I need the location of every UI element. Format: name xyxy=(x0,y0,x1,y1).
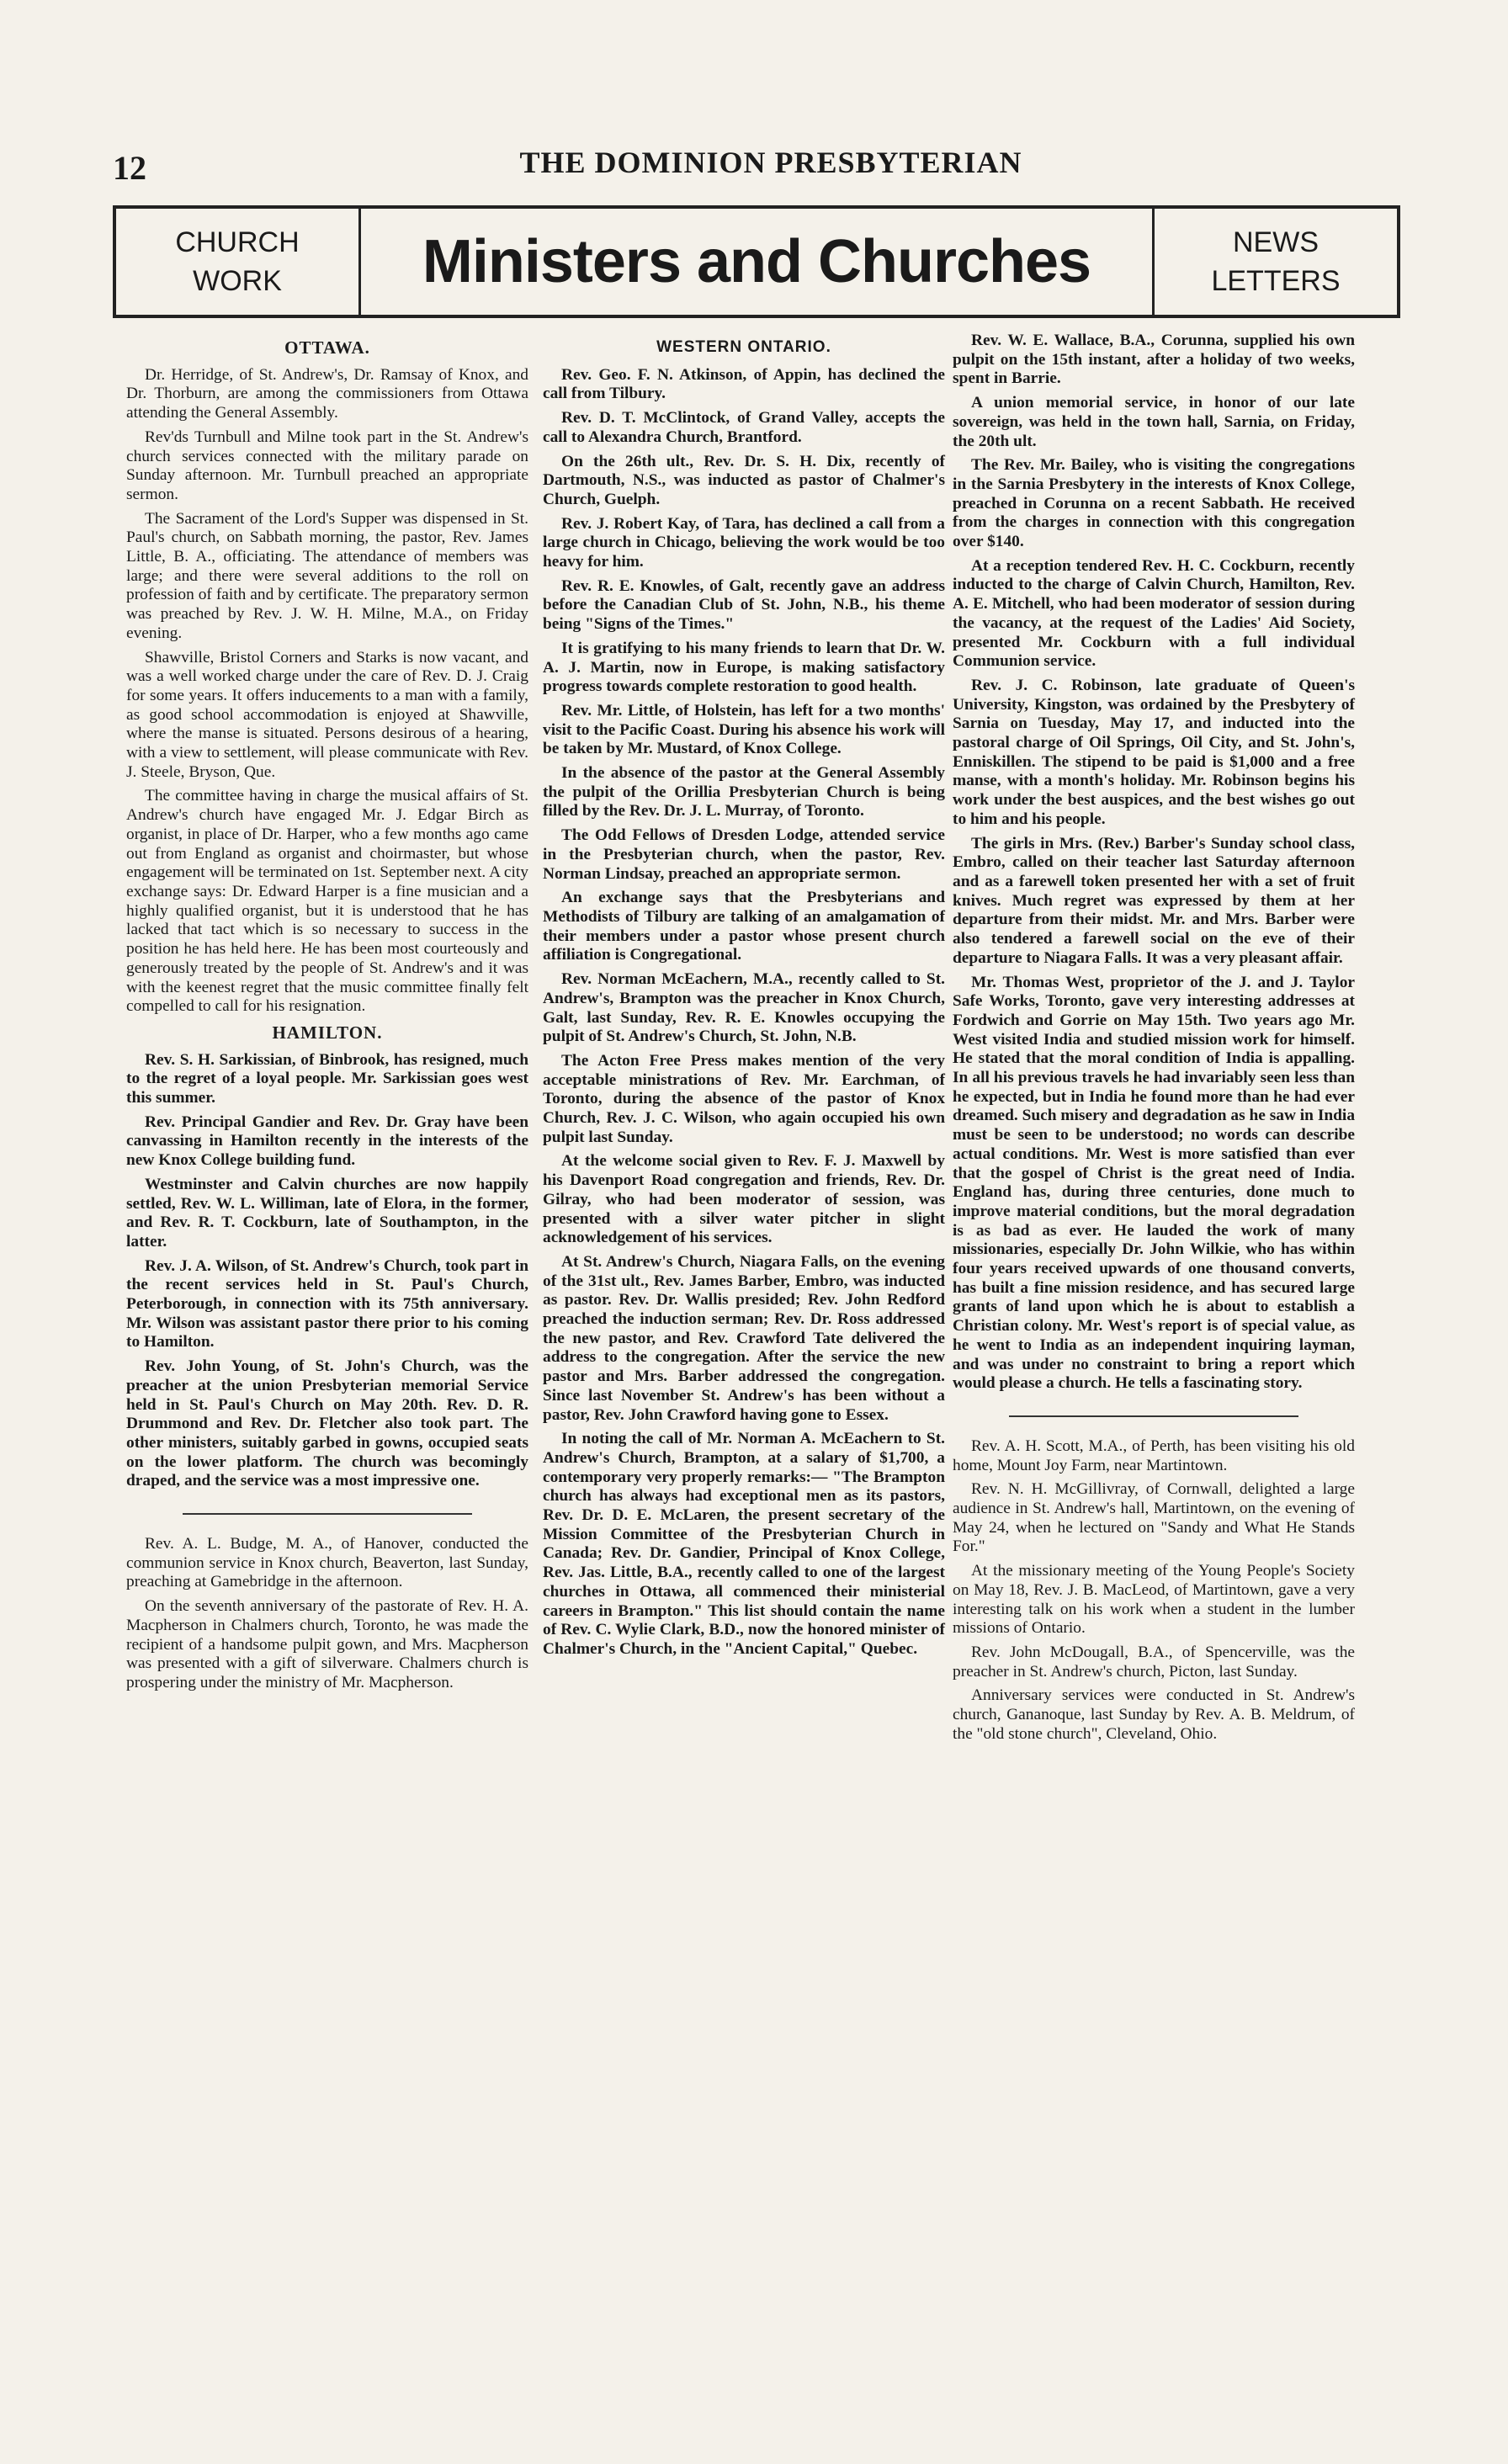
news-paragraph: The Rev. Mr. Bailey, who is visiting the congregations in the Sarnia Presbytery in the interests of Knox College, preached in Corunna on a recent Sabbath. He received from the charges in connection with this congregation over $140. xyxy=(953,456,1355,551)
news-paragraph: Rev. J. Robert Kay, of Tara, has declined a call from a large church in Chicago, believing the work would be too heavy for him. xyxy=(543,514,945,571)
western-ontario-news xyxy=(543,366,945,1659)
news-paragraph: Rev'ds Turnbull and Milne took part in the St. Andrew's church services connected with the military parade on Sunday afternoon. Mr. Turnbull preached an appropriate sermon. xyxy=(126,427,528,503)
masthead: THE DOMINION PRESBYTERIAN xyxy=(519,146,1022,179)
page-number: 12 xyxy=(113,149,146,187)
ottawa-heading: OTTAWA. xyxy=(284,337,370,358)
news-paragraph: Rev. Geo. F. N. Atkinson, of Appin, has declined the call from Tilbury. xyxy=(543,365,945,403)
news-paragraph: Mr. Thomas West, proprietor of the J. and J. Taylor Safe Works, Toronto, gave very interesting addresses at Fordwich and Gorrie on May 15th. Two years ago Mr. West visited India and studied mission work for himself. He stated that the moral condition of India is appalling. In all his previous travels he had invariably seen less than he expected, but in India he found more than he had ever dreamed. Such misery and degradation as he saw in India must be seen to be understood; no words can describe actual conditions. Mr. West is more satisfied than ever that the gospel of Christ is the great need of India. England has, during three centuries, done much to improve material conditions, but the moral degradation is as bad as ever. He lauded the work of many missionaries, especially Dr. John Wilkie, who has within four years received upwards of one thousand converts, has built a fine mission residence, and has secured large grants of land upon which he is about to establish a Christian colony. Mr. West's report is of special value, as he went to India as an independent inquiring layman, and was under no constraint to bring a report which would please a church. He tells a fascinating story. xyxy=(953,973,1356,1393)
hamilton-news xyxy=(126,1051,528,1491)
news-paragraph: Shawville, Bristol Corners and Starks is now vacant, and was a well worked charge under the care of Rev. D. J. Craig for some years. It offers inducements to a man with a family, as good school accommodation is enjoyed at Shawville, where the manse is situated. Persons desirous of a hearing, with a view to settlement, will please communicate with Rev. J. Steele, Bryson, Que. xyxy=(126,648,528,781)
column-divider-rule xyxy=(183,1513,472,1515)
news-paragraph: At St. Andrew's Church, Niagara Falls, on the evening of the 31st ult., Rev. James Barber, Embro, was inducted as pastor. Rev. Dr. Wallis presided; Rev. John Redford preached the induction serman; Rev. Dr. Ross addressed the new pastor, and Rev. Crawford Tate delivered the address to the congregation. After the service the new pastor and Mrs. Barber addressed the congregation. Since last November St. Andrew's has been without a pastor, Rev. John Crawford having gone to Essex. xyxy=(543,1252,945,1424)
news-paragraph: Rev. Norman McEachern, M.A., recently called to St. Andrew's, Brampton was the preacher in Knox Church, Galt, last Sunday, Rev. R. E. Knowles occupying the pulpit of St. Andrew's Church, St. John, N.B. xyxy=(543,970,945,1046)
news-letters-box xyxy=(1152,209,1397,315)
news-paragraph: Rev. A. L. Budge, M. A., of Hanover, conducted the communion service in Knox church, Beaverton, last Sunday, preaching at Gamebridge in the afternoon. xyxy=(126,1535,528,1591)
news-paragraph: Dr. Herridge, of St. Andrew's, Dr. Ramsay of Knox, and Dr. Thorburn, are among the commissioners from Ottawa attending the General Assembly. xyxy=(126,365,528,422)
news-paragraph: Rev. Principal Gandier and Rev. Dr. Gray have been canvassing in Hamilton recently in the interests of the new Knox College building fund. xyxy=(126,1113,528,1170)
news-paragraph: Rev. S. H. Sarkissian, of Binbrook, has resigned, much to the regret of a loyal people. Mr. Sarkissian goes west this summer. xyxy=(126,1050,528,1107)
left-box-line-1: CHURCH xyxy=(175,226,300,258)
news-paragraph: In noting the call of Mr. Norman A. McEachern to St. Andrew's Church, Brampton, at a salary of $1,700, a contemporary very properly remarks:— "The Brampton church has always had exceptional men as its pastors, Rev. Dr. D. E. McLaren, the present secretary of the Mission Committee of the Presbyterian Church in Canada; Rev. Dr. Gandier, Principal of Knox College, Rev. Jas. Little, B.A., recently called to one of the largest churches in Ottawa, all commenced their ministerial careers in Brampton." This list should contain the name of Rev. C. Wylie Clark, B.D., now the honored minister of Chalmer's Church, in the "Ancient Capital," Quebec. xyxy=(543,1430,945,1658)
news-paragraph: Rev. A. H. Scott, M.A., of Perth, has been visiting his old home, Mount Joy Farm, near Martintown. xyxy=(953,1436,1355,1474)
news-paragraph: Westminster and Calvin churches are now happily settled, Rev. W. L. Williman, late of Elora, in the former, and Rev. R. T. Cockburn, late of Southampton, in the latter. xyxy=(126,1175,528,1251)
western-ontario-heading: WESTERN ONTARIO. xyxy=(656,338,831,356)
left-box-line-2: WORK xyxy=(193,265,282,297)
ottawa-news xyxy=(126,366,528,1017)
news-paragraph: At the missionary meeting of the Young People's Society on May 18, Rev. J. B. MacLeod, of Martintown, gave a very interesting talk on his work when a student in the lumber missions of Ontario. xyxy=(953,1562,1355,1638)
news-paragraph: Rev. J. A. Wilson, of St. Andrew's Church, took part in the recent services held in St. Paul's Church, Peterborough, in connection with its 75th anniversary. Mr. Wilson was assistant pastor there prior to his coming to Hamilton. xyxy=(126,1256,528,1351)
column-3-news xyxy=(953,332,1355,1394)
column-divider-rule xyxy=(1009,1415,1298,1417)
news-paragraph: Rev. R. E. Knowles, of Galt, recently gave an address before the Canadian Club of St. John, N.B., his theme being "Signs of the Times." xyxy=(543,576,945,634)
news-paragraph: Rev. John Young, of St. John's Church, was the preacher at the union Presbyterian memorial Service held in St. Paul's Church on May 20th. Rev. D. R. Drummond and Rev. Dr. Fletcher also took part. The other ministers, suitably garbed in gowns, occupied seats on the lower platform. The church was becomingly draped, and the service was a most impressive one. xyxy=(126,1357,528,1490)
section-banner xyxy=(113,205,1400,318)
news-paragraph: In the absence of the pastor at the General Assembly the pulpit of the Orillia Presbyterian Church is being filled by the Rev. Dr. J. L. Murray, of Toronto. xyxy=(543,764,945,820)
news-paragraph: The committee having in charge the musical affairs of St. Andrew's church have engaged Mr. J. Edgar Birch as organist, in place of Dr. Harper, who a few months ago came out from England as organist and choirmaster, but whose engagement will be terminated on 1st. September next. A city exchange says: Dr. Edward Harper is a fine musician and a highly qualified organist, but it is understood that he has lacked that tact which is so necessary to success in the position he has held here. He has been most courteously and generously treated by the people of St. Andrew's and it was with the keenest regret that the music committee finally felt compelled to call for his resignation. xyxy=(126,787,528,1016)
column-3 xyxy=(953,332,1355,1750)
column-1 xyxy=(126,332,528,1698)
news-paragraph: The Odd Fellows of Dresden Lodge, attended service in the Presbyterian church, when the pastor, Rev. Norman Lindsay, preached an appropriate sermon. xyxy=(543,826,945,883)
news-paragraph: The girls in Mrs. (Rev.) Barber's Sunday school class, Embro, called on their teacher last Saturday afternoon and as a farewell token presented her with a set of fruit knives. Much regret was expressed by them at her departure from their midst. Mr. and Mrs. Barber were also tendered a farewell social on the eve of their departure to Niagara Falls. It was a very pleasant affair. xyxy=(953,834,1355,967)
news-paragraph: Rev. John McDougall, B.A., of Spencerville, was the preacher in St. Andrew's church, Picton, last Sunday. xyxy=(953,1644,1355,1681)
section-title: Ministers and Churches xyxy=(422,228,1091,295)
news-paragraph: At a reception tendered Rev. H. C. Cockburn, recently inducted to the charge of Calvin Church, Hamilton, Rev. A. E. Mitchell, who had been moderator of session during the vacancy, at the request of the Ladies' Aid Society, presented Mr. Cockburn with a full individual Communion service. xyxy=(953,556,1355,671)
right-box-line-1: NEWS xyxy=(1233,226,1319,258)
news-paragraph: On the seventh anniversary of the pastorate of Rev. H. A. Macpherson in Chalmers church, Toronto, he was made the recipient of a handsome pulpit gown, and Mrs. Macpherson was presented with a gift of silverware. Chalmers church is prospering under the ministry of Mr. Macpherson. xyxy=(126,1597,528,1691)
news-paragraph: Rev. J. C. Robinson, late graduate of Queen's University, Kingston, was ordained by the Presbytery of Sarnia on Tuesday, May 17, and inducted into the pastoral charge of Oil Springs, Oil City, and St. John's, Enniskillen. The stipend to be paid is $1,000 and a free manse, with a month's holiday. Mr. Robinson begins his work under the best auspices, and the best wishes go out to him and his people. xyxy=(953,676,1355,828)
news-paragraph: The Acton Free Press makes mention of the very acceptable ministrations of Rev. Mr. Earchman, of Toronto, during the absence of the pastor of Knox Church, Rev. J. C. Wilson, who again occupied his own pulpit last Sunday. xyxy=(543,1051,945,1146)
news-paragraph: An exchange says that the Presbyterians and Methodists of Tilbury are talking of an amalgamation of their members under a pastor whose present church affiliation is Congregational. xyxy=(543,889,945,964)
column-1-more-news xyxy=(126,1535,528,1693)
news-paragraph: A union memorial service, in honor of our late sovereign, was held in the town hall, Sarnia, on Friday, the 20th ult. xyxy=(953,394,1355,450)
column-2 xyxy=(543,332,945,1665)
church-work-box xyxy=(116,209,361,315)
news-paragraph: The Sacrament of the Lord's Supper was dispensed in St. Paul's church, on Sabbath morning, the pastor, Rev. James Little, B. A., officiating. The attendance of members was large; and there were several additions to the roll on profession of faith and by certificate. The preparatory sermon was preached by Rev. J. W. H. Milne, M.A., on Friday evening. xyxy=(126,509,528,642)
news-paragraph: Anniversary services were conducted in St. Andrew's church, Gananoque, last Sunday by Rev. A. B. Meldrum, of the "old stone church", Cleveland, Ohio. xyxy=(953,1686,1355,1743)
news-paragraph: Rev. W. E. Wallace, B.A., Corunna, supplied his own pulpit on the 15th instant, after a holiday of two weeks, spent in Barrie. xyxy=(953,332,1355,388)
right-box-line-2: LETTERS xyxy=(1211,265,1341,297)
column-3-more-news xyxy=(953,1437,1355,1744)
news-paragraph: At the welcome social given to Rev. F. J. Maxwell by his Davenport Road congregation and friends, Rev. Dr. Gilray, who had been moderator of session, was presented with a silver water pitcher in slight acknowledgement of his services. xyxy=(543,1152,945,1247)
news-paragraph: Rev. D. T. McClintock, of Grand Valley, accepts the call to Alexandra Church, Brantford. xyxy=(543,409,945,446)
news-paragraph: On the 26th ult., Rev. Dr. S. H. Dix, recently of Dartmouth, N.S., was inducted as pastor of Chalmer's Church, Guelph. xyxy=(543,452,945,508)
news-paragraph: Rev. N. H. McGillivray, of Cornwall, delighted a large audience in St. Andrew's hall, Martintown, on the evening of May 24, when he lectured on "Sandy and What He Stands For." xyxy=(953,1480,1355,1556)
news-paragraph: It is gratifying to his many friends to learn that Dr. W. A. J. Martin, now in Europe, is making satisfactory progress towards complete restoration to good health. xyxy=(543,639,945,696)
news-paragraph: Rev. Mr. Little, of Holstein, has left for a two months' visit to the Pacific Coast. During his absence his work will be taken by Mr. Mustard, of Knox College. xyxy=(543,701,945,758)
hamilton-heading: HAMILTON. xyxy=(272,1022,383,1043)
